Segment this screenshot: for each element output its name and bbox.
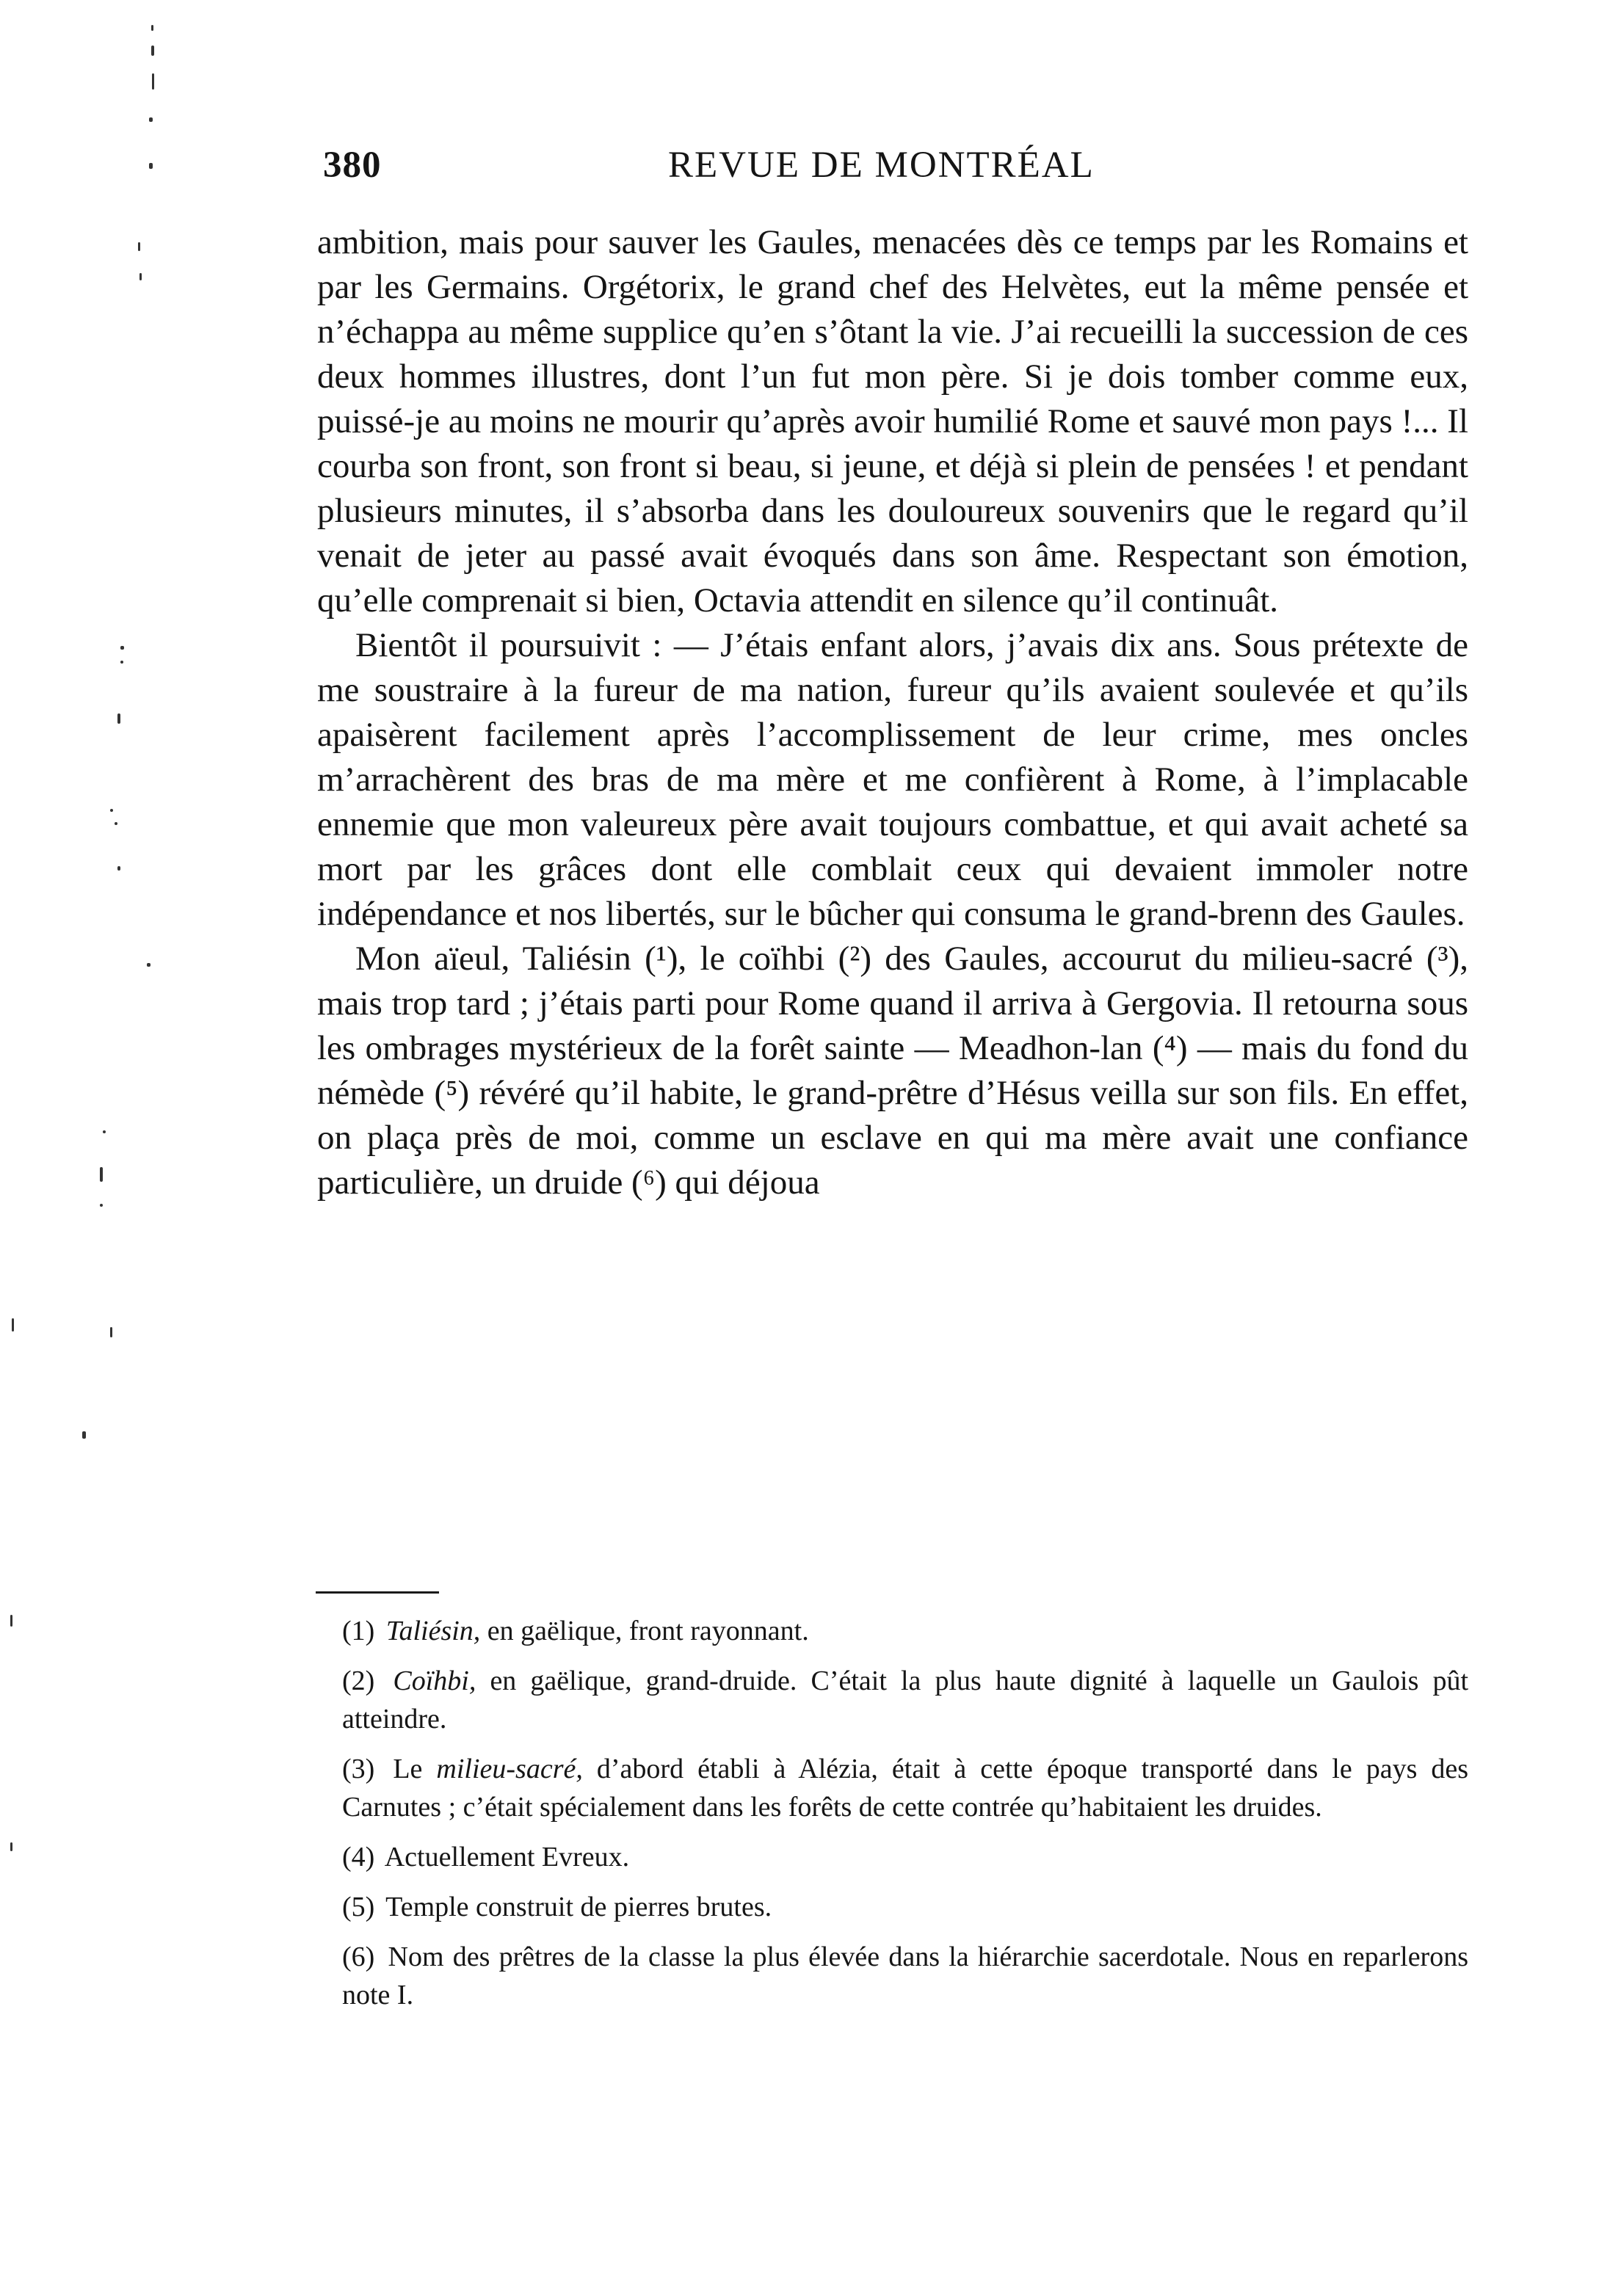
footnote-separator (316, 1591, 439, 1594)
footnote-text: d’abord établi à Alézia, était à cette époque transporté dans le pays des Carnutes ; c’était spécialement dans les forêts de cette contrée qu’habitaient les druides. (342, 1754, 1469, 1823)
footnote-term: Coïhbi, (393, 1665, 476, 1696)
footnote (317, 1662, 1468, 1738)
page-header (323, 144, 1468, 195)
footnote-text: Nom des prêtres de la classe la plus élevée dans la hiérarchie sacerdotale. Nous en reparlerons note I. (342, 1941, 1468, 2010)
main-text (317, 220, 1468, 1205)
footnote-text: en gaëlique, front rayonnant. (487, 1616, 809, 1646)
paragraph: ambition, mais pour sauver les Gaules, menacées dès ce temps par les Romains et par les Germains. Orgétorix, le grand chef des Helvètes, eut la même pensée et n’échappa au même supplice qu’en s’ôtant la vie. J’ai recueilli la succession de ces deux hommes illustres, dont l’un fut mon père. Si je dois tomber comme eux, puissé-je au moins ne mourir qu’après avoir humilié Rome et sauvé mon pays !... Il courba son front, son front si beau, si jeune, et déjà si plein de pensées ! et pendant plusieurs minutes, il s’absorba dans les douloureux souvenirs que le regard qu’il venait de jeter au passé avait évoqués dans son âme. Respectant son émotion, qu’elle comprenait si bien, Octavia attendit en silence qu’il continuât. (317, 223, 1468, 620)
margin-specks (0, 0, 162, 2296)
paragraph: Bientôt il poursuivit : — J’étais enfant alors, j’avais dix ans. Sous prétexte de me soustraire à la fureur de ma nation, fureur qu’ils avaient soulevée et qu’ils apaisèrent facilement après l’accomplissement de leur crime, mes oncles m’arrachèrent des bras de ma mère et me confièrent à Rome, à l’implacable ennemie que mon valeureux père avait toujours combattue, et qui avait acheté sa mort par les grâces dont elle comblait ceux qui devaient immoler notre indépendance et nos libertés, sur le bûcher qui consuma le grand-brenn des Gaules. (317, 626, 1468, 933)
footnote (317, 1888, 1468, 1926)
footnote-term: milieu-sacré, (436, 1754, 583, 1784)
running-title: REVUE DE MONTRÉAL (668, 145, 1095, 186)
footnote-number: (4) (342, 1842, 375, 1872)
page-number: 380 (323, 145, 382, 186)
footnote-text: en gaëlique, grand-druide. C’était la plus haute dignité à laquelle un Gaulois pût atteindre. (342, 1665, 1469, 1734)
paragraph: Mon aïeul, Taliésin (¹), le coïhbi (²) des Gaules, accourut du milieu-sacré (³), mais trop tard ; j’étais parti pour Rome quand il arriva à Gergovia. Il retourna sous les ombrages mystérieux de la forêt sainte — Meadhon-lan (⁴) — mais du fond du némède (⁵) révéré qu’il habite, le grand-prêtre d’Hésus veilla sur son fils. En effet, on plaça près de moi, comme un esclave en qui ma mère avait une confiance particulière, un druide (⁶) qui déjoua (317, 940, 1468, 1202)
footnote (317, 1938, 1468, 2014)
footnote-text: Actuellement Evreux. (384, 1842, 630, 1872)
footnote-number: (6) (342, 1941, 375, 1972)
footnote-term: Taliésin, (385, 1616, 481, 1646)
footnote-number: (2) (342, 1665, 375, 1696)
footnote (317, 1612, 1468, 1650)
footnotes (317, 1612, 1468, 2026)
footnote (317, 1750, 1468, 1826)
footnote-lead: Le (393, 1754, 423, 1784)
footnote (317, 1838, 1468, 1876)
footnote-number: (3) (342, 1754, 375, 1784)
footnote-number: (1) (342, 1616, 375, 1646)
footnote-number: (5) (342, 1892, 375, 1922)
footnote-text: Temple construit de pierres brutes. (385, 1892, 772, 1922)
